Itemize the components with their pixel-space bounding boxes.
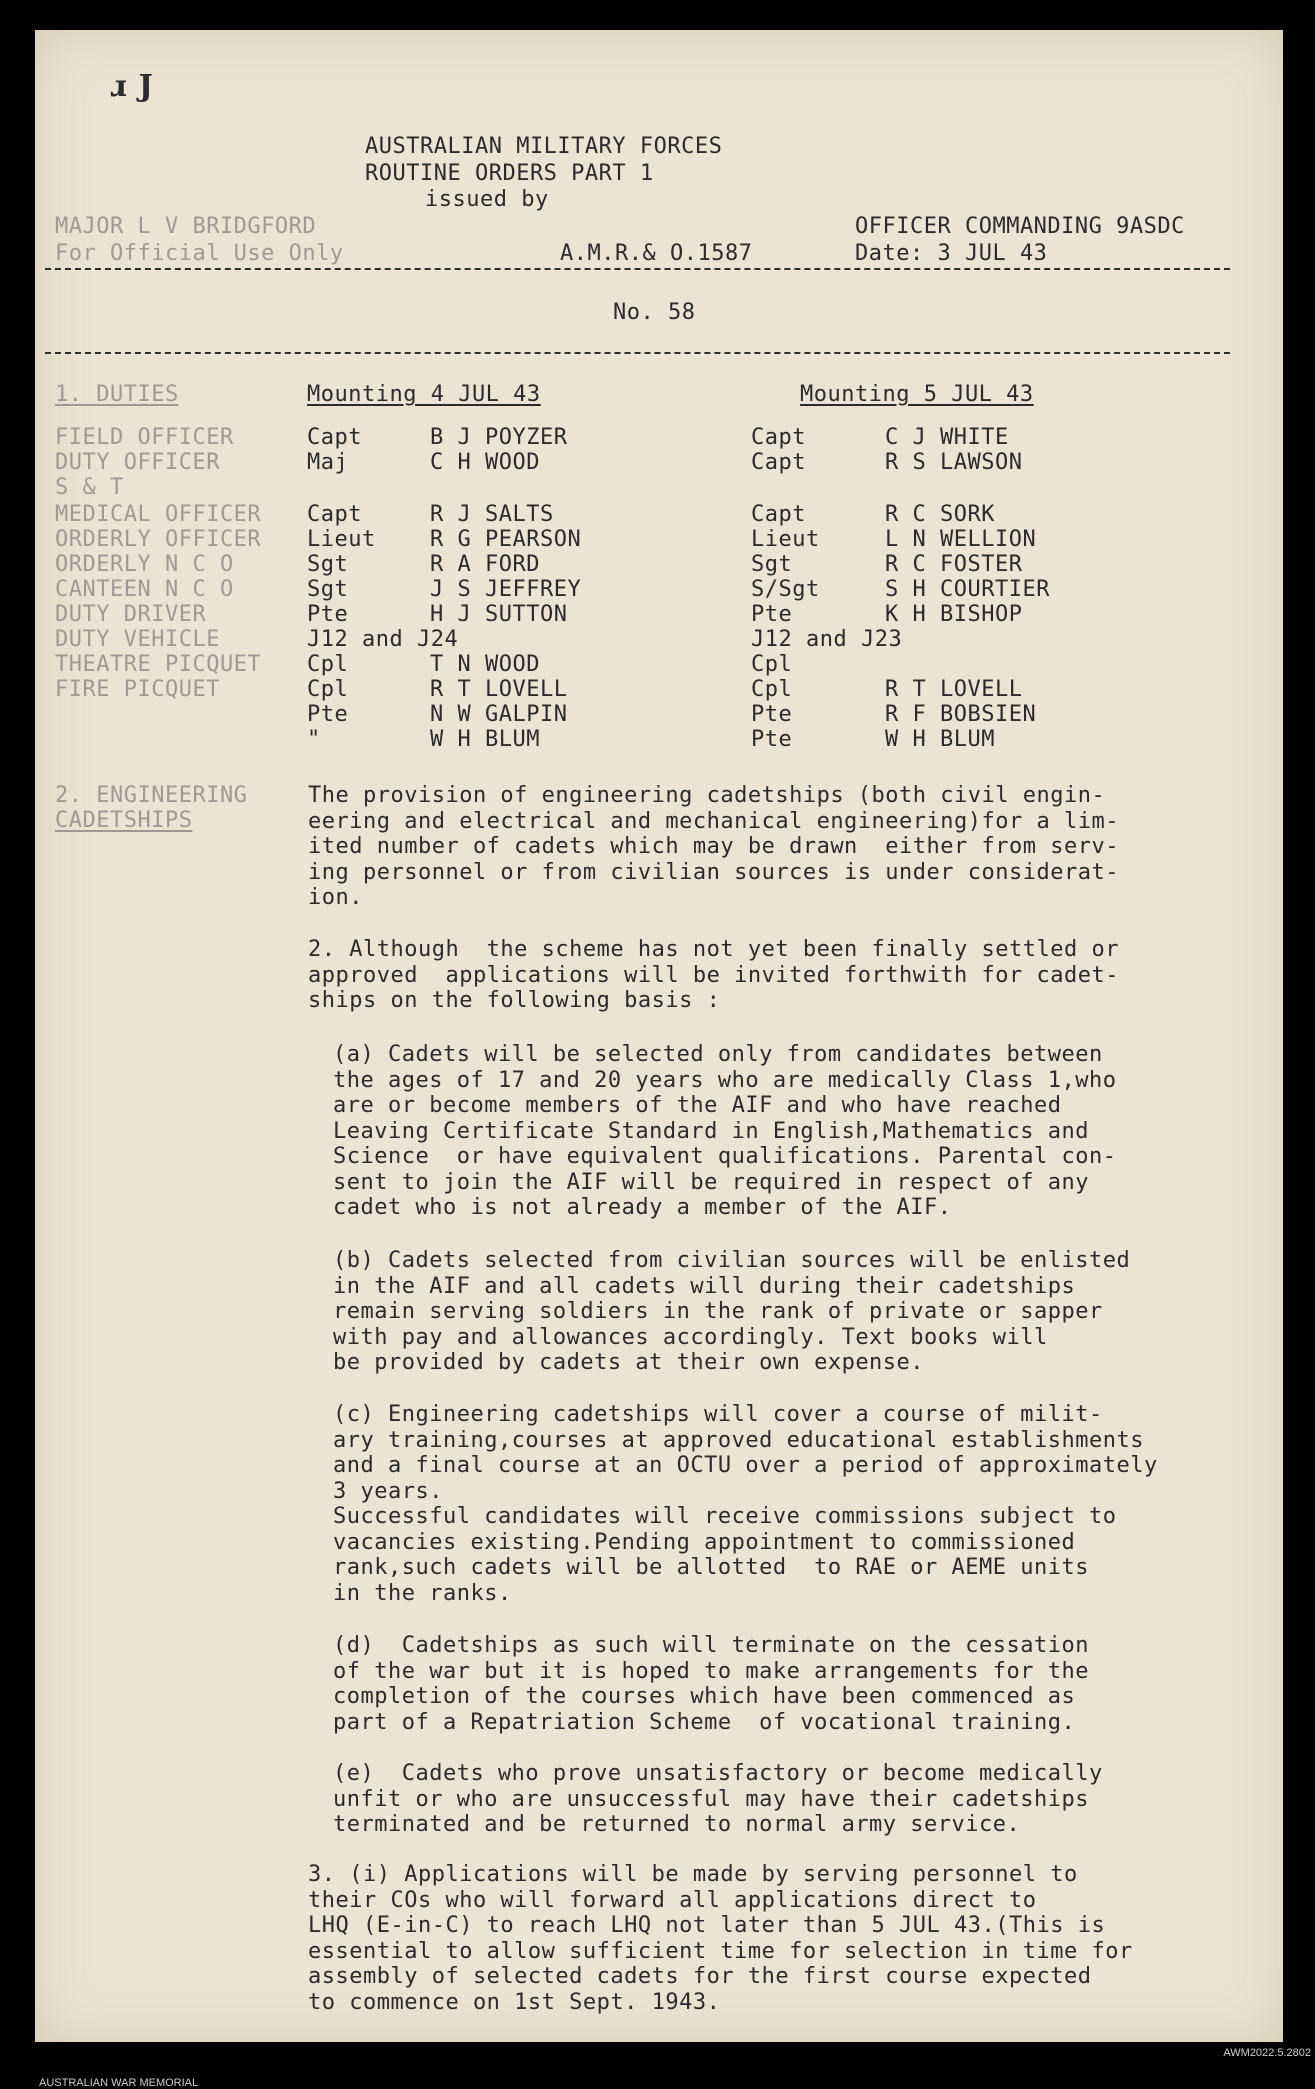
para-para2-line: approved applications will be invited forthwith for cadet- bbox=[308, 962, 1119, 988]
para-e-line: unfit or who are unsuccessful may have their cadetships bbox=[333, 1786, 1089, 1812]
para-intro-line: ion. bbox=[308, 885, 363, 910]
duty-cell-r2: Capt bbox=[751, 502, 806, 527]
duty-cell-r2: S/Sgt bbox=[751, 577, 820, 602]
duty-cell-n1: R G PEARSON bbox=[430, 527, 582, 552]
orders-title: ROUTINE ORDERS PART 1 bbox=[365, 161, 654, 186]
duty-cell-n2: K H BISHOP bbox=[885, 602, 1023, 627]
para-a-line: the ages of 17 and 20 years who are medically Class 1,who bbox=[333, 1067, 1117, 1093]
duty-cell-n2: L N WELLION bbox=[885, 527, 1037, 552]
duty-cell-r2: Capt bbox=[751, 425, 806, 450]
section2-subheading: CADETSHIPS bbox=[55, 808, 193, 833]
para-c-line: 3 years. bbox=[333, 1478, 443, 1504]
duty-cell-role: DUTY DRIVER bbox=[55, 602, 207, 627]
duty-cell-n2: S H COURTIER bbox=[885, 577, 1050, 602]
duty-cell-r1: Pte bbox=[307, 702, 349, 727]
archive-credit: AUSTRALIAN WAR MEMORIAL bbox=[39, 2077, 199, 2089]
duty-cell-n1: R T LOVELL bbox=[430, 677, 568, 702]
duty-cell-n1: J S JEFFREY bbox=[430, 577, 582, 602]
para-b-line: (b) Cadets selected from civilian sources will be enlisted bbox=[333, 1248, 1131, 1273]
duty-cell-role: CANTEEN N C O bbox=[55, 577, 234, 602]
issuing-office: OFFICER COMMANDING 9ASDC bbox=[855, 214, 1185, 239]
duty-cell-n2: R T LOVELL bbox=[885, 677, 1023, 702]
duty-cell-r2: Pte bbox=[751, 602, 793, 627]
duty-cell-n2: C J WHITE bbox=[885, 425, 1009, 450]
para-d-line: of the war but it is hoped to make arrangements for the bbox=[333, 1658, 1089, 1684]
para-c-line: ary training,courses at approved educational establishments bbox=[333, 1427, 1144, 1453]
duty-cell-n1: T N WOOD bbox=[430, 652, 540, 677]
duty-cell-r2: Capt bbox=[751, 450, 806, 475]
duty-cell-r1: Capt bbox=[307, 502, 362, 527]
para-e-line: terminated and be returned to normal army service. bbox=[333, 1812, 1021, 1837]
duty-cell-r2: J12 and J23 bbox=[751, 627, 903, 652]
duty-cell-role: THEATRE PICQUET bbox=[55, 652, 262, 677]
duty-cell-r2: Cpl bbox=[751, 652, 793, 677]
duty-cell-n1: R J SALTS bbox=[430, 502, 554, 527]
duty-cell-role: DUTY VEHICLE bbox=[55, 627, 220, 652]
para-c-line: rank,such cadets will be allotted to RAE or AEME units bbox=[333, 1555, 1089, 1580]
para-intro-line: The provision of engineering cadetships (both civil engin- bbox=[308, 783, 1106, 808]
duty-cell-role: ORDERLY N C O bbox=[55, 552, 234, 577]
duty-cell-n1: C H WOOD bbox=[430, 450, 540, 475]
para-intro-line: eering and electrical and mechanical engineering)for a lim- bbox=[308, 808, 1119, 834]
duty-cell-r1: Cpl bbox=[307, 677, 349, 702]
para-a-line: sent to join the AIF will be required in respect of any bbox=[333, 1169, 1089, 1195]
duty-cell-role: FIELD OFFICER bbox=[55, 425, 234, 450]
duty-cell-r1: Sgt bbox=[307, 577, 349, 602]
duty-cell-n1: R A FORD bbox=[430, 552, 540, 577]
duty-cell-r1: Pte bbox=[307, 602, 349, 627]
para-b-line: be provided by cadets at their own expense. bbox=[333, 1350, 925, 1375]
duty-cell-r1: Lieut bbox=[307, 527, 376, 552]
rule-bottom bbox=[45, 352, 1230, 354]
duty-cell-r2: Pte bbox=[751, 727, 793, 752]
para-d-line: (d) Cadetships as such will terminate on the cessation bbox=[333, 1633, 1089, 1658]
duty-cell-r1: Capt bbox=[307, 425, 362, 450]
duty-cell-r2: Pte bbox=[751, 702, 793, 727]
duty-cell-r1: Sgt bbox=[307, 552, 349, 577]
para-c-line: and a final course at an OCTU over a period of approximately bbox=[333, 1453, 1158, 1478]
section2-heading: 2. ENGINEERING bbox=[55, 783, 248, 808]
duty-cell-n2: R C SORK bbox=[885, 502, 995, 527]
para-c-line: in the ranks. bbox=[333, 1580, 512, 1606]
para-b-line: in the AIF and all cadets will during their cadetships bbox=[333, 1273, 1076, 1299]
duty-cell-r1: " bbox=[307, 727, 321, 752]
para-b-line: with pay and allowances accordingly. Text books will bbox=[333, 1324, 1048, 1350]
rule-top bbox=[45, 268, 1230, 270]
para-para3-line: LHQ (E-in-C) to reach LHQ not later than 5 JUL 43.(This is bbox=[308, 1913, 1106, 1938]
org-heading: AUSTRALIAN MILITARY FORCES bbox=[365, 134, 723, 159]
para-intro-line: ited number of cadets which may be drawn either from serv- bbox=[308, 834, 1119, 859]
duty-cell-n1: H J SUTTON bbox=[430, 602, 568, 627]
duty-cell-role: DUTY OFFICER bbox=[55, 450, 220, 475]
duty-cell-r2: Cpl bbox=[751, 677, 793, 702]
order-number: No. 58 bbox=[613, 300, 696, 325]
duty-cell-n1: W H BLUM bbox=[430, 727, 540, 752]
duty-cell-role: FIRE PICQUET bbox=[55, 677, 220, 702]
para-c-line: Successful candidates will receive commissions subject to bbox=[333, 1504, 1117, 1529]
duty-cell-r1: Maj bbox=[307, 450, 349, 475]
para-para3-line: 3. (i) Applications will be made by serving personnel to bbox=[308, 1862, 1078, 1887]
para-para3-line: essential to allow sufficient time for selection in time for bbox=[308, 1938, 1133, 1964]
para-intro-line: ing personnel or from civilian sources is under considerat- bbox=[308, 859, 1119, 885]
duties-col2-heading: Mounting 5 JUL 43 bbox=[800, 382, 1034, 407]
duty-cell-n2: R F BOBSIEN bbox=[885, 702, 1037, 727]
para-e-line: (e) Cadets who prove unsatisfactory or become medically bbox=[333, 1761, 1103, 1786]
para-para2-line: 2. Although the scheme has not yet been finally settled or bbox=[308, 937, 1119, 962]
para-a-line: Leaving Certificate Standard in English,Mathematics and bbox=[333, 1118, 1089, 1144]
order-date: Date: 3 JUL 43 bbox=[855, 241, 1048, 266]
duty-cell-role: MEDICAL OFFICER bbox=[55, 502, 262, 527]
duty-cell-n1: N W GALPIN bbox=[430, 702, 568, 727]
duty-cell-n1: B J POYZER bbox=[430, 425, 568, 450]
para-c-line: vacancies existing.Pending appointment to commissioned bbox=[333, 1529, 1076, 1555]
para-a-line: cadet who is not already a member of the AIF. bbox=[333, 1195, 952, 1220]
para-c-line: (c) Engineering cadetships will cover a course of milit- bbox=[333, 1402, 1103, 1427]
duties-heading: 1. DUTIES bbox=[55, 382, 179, 407]
para-para3-line: their COs who will forward all applications direct to bbox=[308, 1887, 1037, 1913]
duty-cell-r1: Cpl bbox=[307, 652, 349, 677]
para-b-line: remain serving soldiers in the rank of private or sapper bbox=[333, 1299, 1103, 1324]
reference-number: A.M.R.& O.1587 bbox=[560, 241, 753, 266]
issued-by: issued by bbox=[425, 187, 549, 212]
para-a-line: Science or have equivalent qualifications. Parental con- bbox=[333, 1144, 1117, 1169]
duty-cell-role: S & T bbox=[55, 475, 124, 500]
archive-id: AWM2022.5.2802 bbox=[1223, 2047, 1311, 2059]
para-para2-line: ships on the following basis : bbox=[308, 988, 721, 1013]
para-a-line: (a) Cadets will be selected only from candidates between bbox=[333, 1042, 1103, 1067]
duty-cell-n2: W H BLUM bbox=[885, 727, 995, 752]
duty-cell-n2: R C FOSTER bbox=[885, 552, 1023, 577]
duty-cell-r2: Lieut bbox=[751, 527, 820, 552]
duty-cell-r1: J12 and J24 bbox=[307, 627, 459, 652]
duty-cell-r2: Sgt bbox=[751, 552, 793, 577]
handwritten-initials: ɹ J bbox=[110, 69, 154, 104]
para-d-line: part of a Repatriation Scheme of vocational training. bbox=[333, 1709, 1076, 1735]
duty-cell-role: ORDERLY OFFICER bbox=[55, 527, 262, 552]
duty-cell-n2: R S LAWSON bbox=[885, 450, 1023, 475]
duties-col1-heading: Mounting 4 JUL 43 bbox=[307, 382, 541, 407]
issuer-name: MAJOR L V BRIDGFORD bbox=[55, 214, 317, 239]
para-para3-line: assembly of selected cadets for the first course expected bbox=[308, 1964, 1092, 1989]
use-marking: For Official Use Only bbox=[55, 241, 344, 266]
para-a-line: are or become members of the AIF and who have reached bbox=[333, 1093, 1062, 1118]
para-d-line: completion of the courses which have been commenced as bbox=[333, 1684, 1076, 1709]
para-para3-line: to commence on 1st Sept. 1943. bbox=[308, 1989, 721, 2015]
